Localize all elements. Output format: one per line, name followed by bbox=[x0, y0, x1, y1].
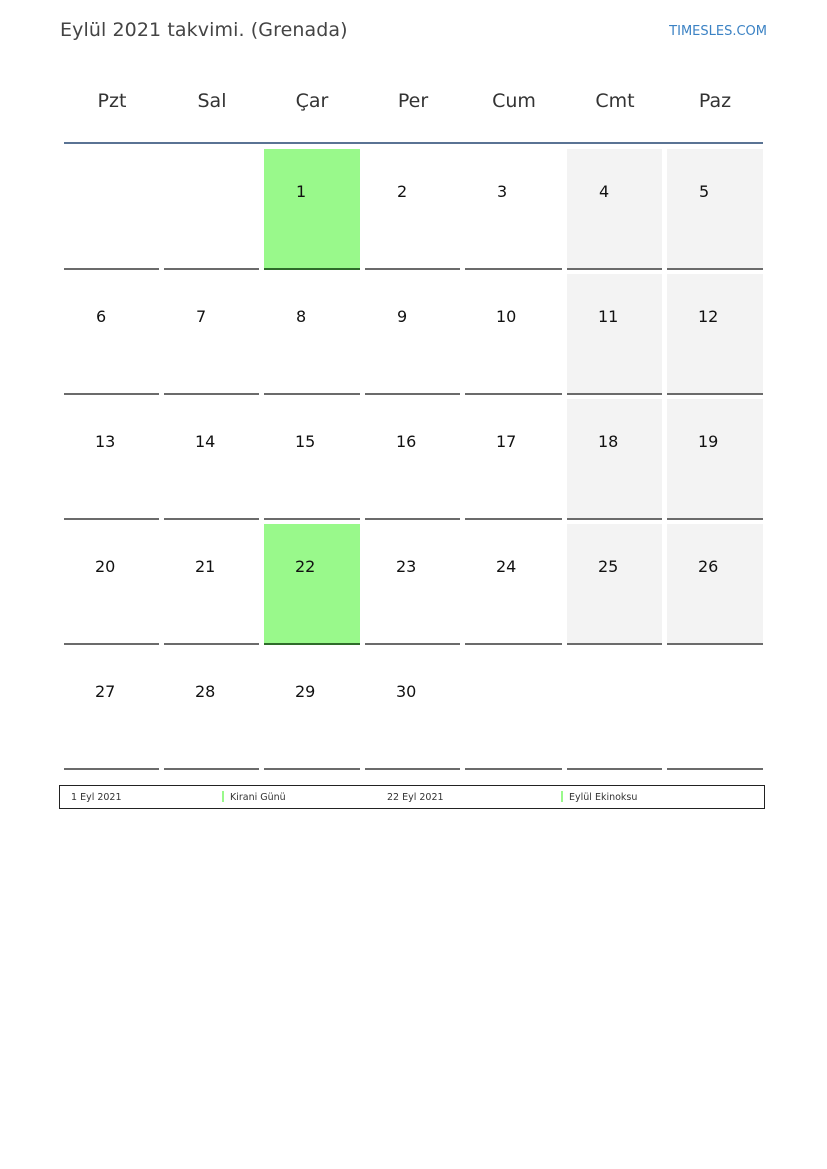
day-cell[interactable] bbox=[465, 399, 562, 520]
day-number: 17 bbox=[496, 432, 517, 451]
day-number: 4 bbox=[599, 182, 610, 201]
day-number: 12 bbox=[698, 307, 719, 326]
day-cell[interactable] bbox=[567, 524, 662, 645]
day-number: 1 bbox=[296, 182, 307, 201]
weekday-header bbox=[62, 90, 765, 118]
day-cell[interactable] bbox=[567, 149, 662, 270]
legend-holiday-name: Eylül Ekinoksu bbox=[569, 792, 638, 803]
weekday-label: Per bbox=[397, 90, 429, 112]
empty-day-cell bbox=[164, 149, 259, 270]
day-cell[interactable] bbox=[264, 649, 360, 770]
day-cell[interactable] bbox=[264, 399, 360, 520]
weekday-label: Cum bbox=[492, 90, 536, 112]
day-number: 29 bbox=[295, 682, 316, 701]
weekday-label: Cmt bbox=[595, 90, 635, 112]
day-number: 13 bbox=[95, 432, 116, 451]
page-title: Eylül 2021 takvimi. (Grenada) bbox=[60, 19, 348, 41]
weekday-label: Pzt bbox=[97, 90, 127, 112]
day-cell[interactable] bbox=[164, 524, 259, 645]
day-cell[interactable] bbox=[465, 149, 562, 270]
day-cell[interactable] bbox=[264, 524, 360, 645]
brand-link[interactable]: TIMESLES.COM bbox=[669, 24, 767, 39]
header-divider bbox=[64, 142, 763, 144]
weekday-label: Çar bbox=[295, 90, 329, 112]
day-number: 22 bbox=[295, 557, 316, 576]
day-cell[interactable] bbox=[264, 149, 360, 270]
day-cell[interactable] bbox=[365, 649, 460, 770]
day-number: 23 bbox=[396, 557, 417, 576]
day-number: 20 bbox=[95, 557, 116, 576]
day-number: 8 bbox=[296, 307, 307, 326]
day-number: 11 bbox=[598, 307, 619, 326]
day-cell[interactable] bbox=[64, 524, 159, 645]
day-number: 28 bbox=[195, 682, 216, 701]
day-number: 6 bbox=[96, 307, 107, 326]
day-cell[interactable] bbox=[567, 274, 662, 395]
day-number: 16 bbox=[396, 432, 417, 451]
day-number: 15 bbox=[295, 432, 316, 451]
day-number: 9 bbox=[397, 307, 408, 326]
day-number: 30 bbox=[396, 682, 417, 701]
day-cell[interactable] bbox=[164, 274, 259, 395]
legend-date: 22 Eyl 2021 bbox=[387, 792, 444, 803]
day-number: 3 bbox=[497, 182, 508, 201]
day-cell[interactable] bbox=[465, 274, 562, 395]
day-number: 14 bbox=[195, 432, 216, 451]
day-cell[interactable] bbox=[365, 149, 460, 270]
day-cell[interactable] bbox=[164, 399, 259, 520]
day-cell[interactable] bbox=[64, 649, 159, 770]
day-number: 25 bbox=[598, 557, 619, 576]
day-cell[interactable] bbox=[264, 274, 360, 395]
legend-holiday-name: Kirani Günü bbox=[230, 792, 286, 803]
day-number: 19 bbox=[698, 432, 719, 451]
day-number: 27 bbox=[95, 682, 116, 701]
holiday-legend bbox=[59, 785, 765, 809]
legend-color-marker bbox=[561, 791, 563, 802]
day-cell[interactable] bbox=[365, 399, 460, 520]
day-number: 7 bbox=[196, 307, 207, 326]
empty-day-cell bbox=[64, 149, 159, 270]
day-number: 2 bbox=[397, 182, 408, 201]
day-cell[interactable] bbox=[667, 399, 763, 520]
day-cell[interactable] bbox=[465, 524, 562, 645]
day-cell[interactable] bbox=[64, 274, 159, 395]
day-cell[interactable] bbox=[667, 274, 763, 395]
day-number: 21 bbox=[195, 557, 216, 576]
day-number: 18 bbox=[598, 432, 619, 451]
day-cell[interactable] bbox=[365, 524, 460, 645]
legend-color-marker bbox=[222, 791, 224, 802]
empty-day-cell bbox=[567, 649, 662, 770]
day-cell[interactable] bbox=[667, 149, 763, 270]
day-cell[interactable] bbox=[64, 399, 159, 520]
day-number: 24 bbox=[496, 557, 517, 576]
empty-day-cell bbox=[667, 649, 763, 770]
day-cell[interactable] bbox=[365, 274, 460, 395]
empty-day-cell bbox=[465, 649, 562, 770]
day-cell[interactable] bbox=[164, 649, 259, 770]
day-number: 10 bbox=[496, 307, 517, 326]
weekday-label: Paz bbox=[698, 90, 732, 112]
day-cell[interactable] bbox=[667, 524, 763, 645]
day-cell[interactable] bbox=[567, 399, 662, 520]
weekday-label: Sal bbox=[197, 90, 227, 112]
legend-date: 1 Eyl 2021 bbox=[71, 792, 122, 803]
day-number: 5 bbox=[699, 182, 710, 201]
day-number: 26 bbox=[698, 557, 719, 576]
